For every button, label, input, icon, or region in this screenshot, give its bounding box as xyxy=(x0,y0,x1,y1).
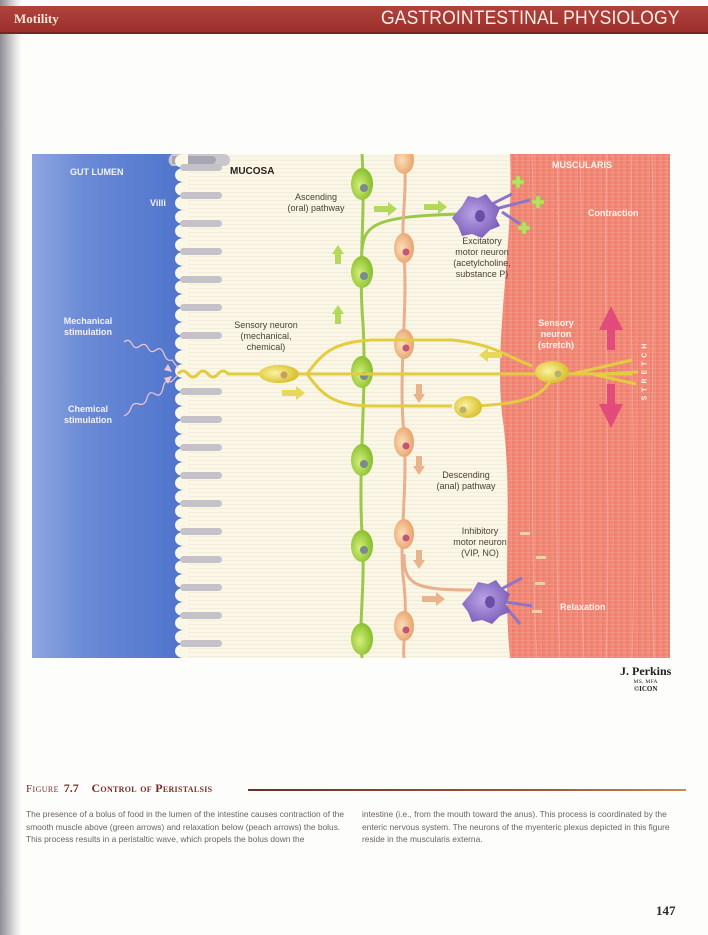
label-excitatory-motor-neuron: Excitatory motor neuron (acetylcholine, substance P) xyxy=(453,236,511,279)
label-ascending-pathway: Ascending (oral) pathway xyxy=(287,192,345,213)
running-header xyxy=(0,6,708,34)
label-relaxation: Relaxation xyxy=(560,602,606,612)
peristalsis-figure xyxy=(32,154,670,658)
label-villi: Villi xyxy=(150,198,166,208)
publisher-logo: ©ICON xyxy=(633,685,658,693)
label-mechanical-stimulation: Mechanical stimulation xyxy=(63,316,113,337)
page-binding-shadow xyxy=(0,0,22,935)
page-number: 147 xyxy=(656,903,676,918)
label-mucosa: MUCOSA xyxy=(230,166,275,177)
label-stretch-sensory-neuron: Sensory neuron (stretch) xyxy=(537,318,574,350)
label-chemical-stimulation: Chemical stimulation xyxy=(63,404,112,425)
label-sensory-neuron: Sensory neuron (mechanical, chemical) xyxy=(234,320,298,352)
header-chapter-title: GASTROINTESTINAL PHYSIOLOGY xyxy=(381,8,680,29)
label-muscularis: MUSCULARIS xyxy=(552,160,612,170)
caption-rule-divider xyxy=(248,789,686,791)
peristalsis-illustration xyxy=(32,154,670,658)
label-gut-lumen: GUT LUMEN xyxy=(70,167,124,177)
label-contraction: Contraction xyxy=(588,208,639,218)
label-descending-pathway: Descending (anal) pathway xyxy=(436,470,496,491)
header-section-label: Motility xyxy=(14,11,59,26)
caption-text-right: intestine (i.e., from the mouth toward the anus). This process is coordinated by the enteric nervous system. The neurons of the myenteric plexus depicted in this figure reside in the muscularis externa. xyxy=(362,809,670,845)
label-stretch: S T R E T C H xyxy=(641,342,649,401)
caption-text-left: The presence of a bolus of food in the lumen of the intestine causes contraction of the smooth muscle above (green arrows) and relaxation below (peach arrows) the bolus. This process results in a peristaltic wave, which propels the bolus down the xyxy=(26,809,344,845)
artist-credit: J. Perkins MS, MFA ©ICON xyxy=(620,664,672,693)
figure-caption-heading: Figure 7.7 Control of Peristalsis xyxy=(26,781,213,795)
label-inhibitory-motor-neuron: Inhibitory motor neuron (VIP, NO) xyxy=(453,526,507,558)
